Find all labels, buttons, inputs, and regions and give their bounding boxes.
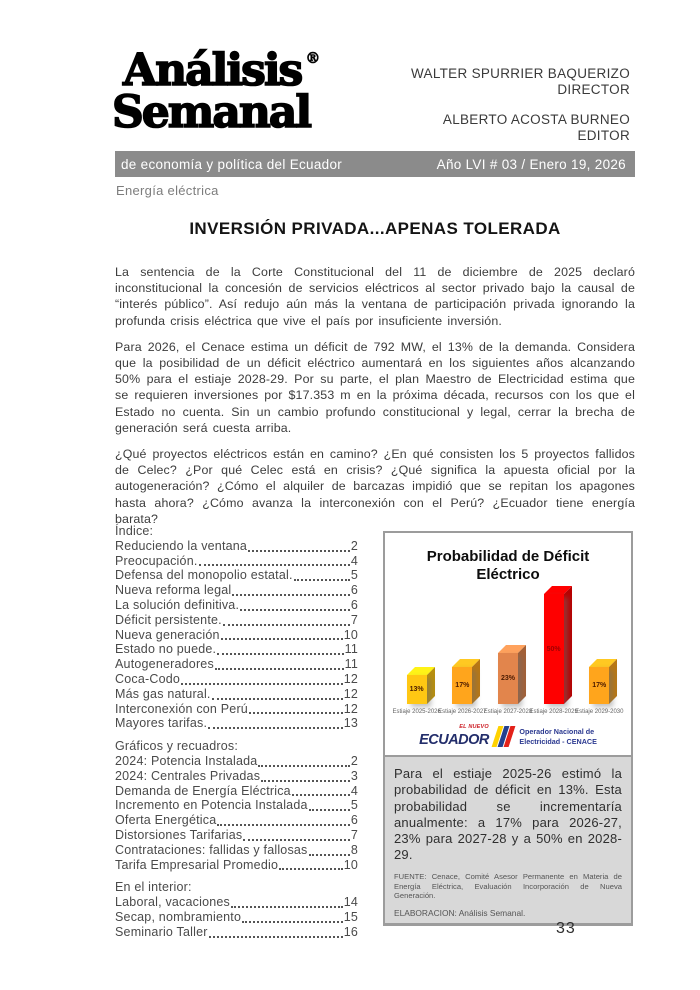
editor-block	[411, 112, 630, 143]
article-title: INVERSIÓN PRIVADA...APENAS TOLERADA	[189, 219, 561, 238]
toc-entry	[115, 598, 358, 613]
bar-value-label: 17%	[592, 681, 607, 689]
elaboration-label: ELABORACION:	[394, 908, 457, 918]
bar-face-front	[498, 653, 518, 704]
dot-leader	[215, 668, 344, 670]
toc-entry	[115, 702, 358, 717]
chart-title-line-1: Probabilidad de Déficit	[426, 548, 590, 565]
toc-entries	[115, 754, 358, 872]
dot-leader	[217, 824, 349, 826]
toc-entry	[115, 554, 358, 569]
dot-leader	[221, 638, 343, 640]
cenace-org-name	[519, 727, 596, 746]
bar-face-side	[472, 659, 480, 704]
toc-entry	[115, 910, 358, 925]
toc-entry-page: 10	[343, 627, 358, 642]
toc-heading: Índice:	[115, 524, 154, 538]
chart-title	[385, 548, 631, 584]
toc-entry-page: 3	[350, 768, 358, 783]
dot-leader	[242, 921, 343, 923]
toc-entry	[115, 716, 358, 731]
bar-category-label: Estiaje 2028-2029	[529, 709, 578, 715]
toc-entry-page: 5	[350, 798, 358, 813]
toc-entry	[115, 642, 358, 657]
dot-leader	[217, 653, 343, 655]
toc-entries	[115, 539, 358, 731]
toc-entry-label: Coca-Codo	[115, 671, 181, 686]
toc-entry-label: Más gas natural.	[115, 686, 211, 701]
toc-section-index	[115, 524, 358, 731]
toc-entry-page: 6	[350, 597, 358, 612]
toc-entry-label: Contrataciones: fallidas y fallosas	[115, 842, 308, 857]
director-title: DIRECTOR	[557, 81, 630, 97]
chart-source	[394, 872, 622, 900]
cenace-org-line-2: Electricidad - CENACE	[519, 736, 597, 746]
dot-leader	[258, 765, 349, 767]
toc-entry-label: Autogeneradores	[115, 657, 214, 672]
dot-leader	[212, 698, 343, 700]
bar-face-side	[518, 645, 526, 704]
section-label: Energía eléctrica	[116, 183, 219, 198]
bar-value-label: 23%	[500, 675, 515, 683]
toc-entry-label: Tarifa Empresarial Promedio	[115, 857, 279, 872]
dot-leader	[309, 809, 350, 811]
toc-entry-label: Secap, nombramiento	[115, 909, 242, 924]
dot-leader	[279, 868, 343, 870]
bar-group	[575, 594, 624, 718]
toc-entry-page: 12	[343, 671, 358, 686]
dot-leader	[209, 936, 343, 938]
bar	[452, 667, 472, 704]
toc-entry	[115, 858, 358, 873]
publication-logo	[112, 45, 321, 138]
toc-entry-label: Nueva reforma legal	[115, 583, 232, 598]
toc-entry-page: 15	[343, 909, 358, 924]
bar	[589, 667, 609, 704]
table-of-contents	[115, 524, 358, 940]
dot-leader	[231, 906, 343, 908]
toc-entry	[115, 798, 358, 813]
article-paragraph: Para 2026, el Cenace estima un déficit de 792 MW, el 13% de la demanda. Considera que la posibilidad de un déficit eléctrico aumentará en los siguientes años alcanzando 50% para el estiaje 2028-29. Por su parte, el plan Maestro de Electricidad estima que se requieren inversiones por $17.353 m en la próxima década, recursos con los que el Estado no cuenta. Sin un cambio profundo constitucional y legal, cerrar la brecha de generación será cuesta arriba.	[115, 339, 635, 435]
bar-face-side	[609, 659, 617, 704]
toc-entry-page: 7	[350, 827, 358, 842]
toc-heading: En el interior:	[115, 880, 192, 895]
toc-entry-page: 4	[350, 783, 358, 798]
page-number: 33	[556, 920, 576, 937]
bar-category-label: Estiaje 2026-2027	[438, 709, 487, 715]
toc-entry	[115, 687, 358, 702]
bar	[407, 675, 427, 704]
toc-entry	[115, 754, 358, 769]
bar-group	[392, 594, 441, 718]
chart-caption-area	[385, 755, 631, 923]
toc-entry-page: 4	[350, 553, 358, 568]
dot-leader	[243, 839, 350, 841]
toc-entry-label: Laboral, vacaciones	[115, 895, 230, 910]
toc-entry-label: Nueva generación	[115, 627, 220, 642]
cenace-org-line-1: Operador Nacional de	[519, 727, 595, 737]
bar-group	[529, 594, 578, 718]
toc-entry	[115, 628, 358, 643]
toc-entry-page: 5	[350, 568, 358, 583]
editor-title: EDITOR	[577, 127, 630, 143]
issue-bar	[115, 151, 635, 177]
ecuador-wordmark	[419, 724, 489, 749]
bar-category-label: Estiaje 2027-2028	[483, 709, 533, 715]
toc-entry	[115, 613, 358, 628]
bar-face-front	[452, 667, 472, 704]
dot-leader	[248, 550, 350, 552]
registered-trademark-symbol: ®	[305, 49, 321, 67]
toc-entry-label: 2024: Potencia Instalada	[115, 753, 258, 768]
toc-entry-page: 2	[350, 538, 358, 553]
toc-entry-label: Reduciendo la ventana	[115, 538, 248, 553]
dot-leader	[309, 854, 350, 856]
toc-entry-page: 6	[350, 813, 358, 828]
elaboration-text: Análisis Semanal.	[458, 908, 526, 918]
toc-entry-page: 13	[343, 716, 358, 731]
bar	[544, 594, 564, 704]
director-name: WALTER SPURRIER BAQUERIZO	[410, 66, 630, 81]
toc-entry-page: 8	[350, 842, 358, 857]
bar-face-front	[589, 667, 609, 704]
toc-entry	[115, 657, 358, 672]
bar	[498, 653, 518, 704]
dot-leader	[261, 780, 350, 782]
bar-face-front	[407, 675, 427, 704]
chart-caption: Para el estiaje 2025-26 estimó la probabilidad de déficit en 13%. Esta probabilidad se incrementaría anualmente: a 17% para 2026-27, 23% para 2027-28 y a 50% en 2028-29.	[394, 766, 622, 863]
bar-group	[483, 594, 533, 718]
article-paragraph: La sentencia de la Corte Constitucional del 11 de diciembre de 2025 declaró inconstitucional la concesión de servicios eléctricos al sector privado bajo la causal de “interés público”. Así redujo aún más la ventana de participación privada ignorando la profunda crisis eléctrica que vive el país por insuficiente inversión.	[115, 265, 635, 328]
masthead-credits	[411, 66, 630, 143]
chart-elaboration	[394, 908, 622, 918]
toc-entry-label: 2024: Centrales Privadas	[115, 768, 261, 783]
toc-entry	[115, 583, 358, 598]
bar-category-label: Estiaje 2029-2030	[575, 709, 624, 715]
toc-entry-label: Estado no puede.	[115, 642, 217, 657]
dot-leader	[292, 794, 350, 796]
logo-word-analisis: Análisis	[123, 45, 302, 96]
toc-entry-page: 11	[344, 642, 358, 657]
toc-entry-label: Demanda de Energía Eléctrica	[115, 783, 291, 798]
toc-entry-label: Distorsiones Tarifarias	[115, 827, 243, 842]
ecuador-label: ECUADOR	[419, 732, 489, 749]
toc-entry-label: Oferta Energética	[115, 813, 217, 828]
bar-category-label: Estiaje 2025-2026	[392, 709, 441, 715]
toc-section-graphics	[115, 739, 358, 872]
toc-entry-label: Mayores tarifas.	[115, 716, 208, 731]
toc-entry-page: 12	[343, 701, 358, 716]
el-nuevo-label: EL NUEVO	[459, 724, 489, 731]
toc-entry	[115, 925, 358, 940]
logo-line-2: Semanal	[112, 86, 311, 138]
toc-entry	[115, 568, 358, 583]
cenace-logo	[385, 718, 631, 755]
toc-entry-label: Déficit persistente.	[115, 612, 222, 627]
dot-leader	[223, 624, 350, 626]
toc-entry-label: Interconexión con Perú	[115, 701, 248, 716]
bar-group	[438, 594, 487, 718]
toc-entry	[115, 539, 358, 554]
tagline: de economía y política del Ecuador	[121, 156, 343, 172]
dot-leader	[240, 609, 350, 611]
toc-entry-page: 10	[343, 857, 358, 872]
toc-entry	[115, 784, 358, 799]
toc-entry-page: 6	[350, 583, 358, 598]
toc-entry-page: 12	[343, 686, 358, 701]
toc-entry-page: 11	[344, 657, 358, 672]
toc-entry-page: 2	[350, 753, 358, 768]
bar-value-label: 13%	[409, 686, 424, 694]
dot-leader	[232, 594, 349, 596]
bar-chart-plot	[393, 594, 623, 718]
bar-face-front	[544, 594, 564, 704]
bar-value-label: 17%	[455, 681, 470, 689]
chart-box	[383, 531, 633, 926]
toc-entry	[115, 828, 358, 843]
article-paragraph: ¿Qué proyectos eléctricos están en camino? ¿En qué consisten los 5 proyectos fallidos de Celec? ¿Por qué Celec está en crisis? ¿Qué significa la apuesta oficial por la autogeneración? ¿Cómo el alquiler de barcazas impidió que se repitan los apagones hasta ahora? ¿Cómo avanza la interconexión con el Perú? ¿Ecuador tiene energía barata?	[115, 447, 635, 526]
toc-entry-label: Preocupación.	[115, 553, 198, 568]
source-label: FUENTE:	[394, 872, 427, 882]
toc-entry-label: Seminario Taller	[115, 924, 208, 939]
toc-heading: Gráficos y recuadros:	[115, 739, 238, 754]
toc-entry-label: Defensa del monopolio estatal.	[115, 568, 293, 583]
toc-entry-page: 7	[350, 612, 358, 627]
toc-entry	[115, 895, 358, 910]
toc-entry-page: 14	[343, 895, 358, 910]
bar-value-label: 50%	[546, 645, 561, 653]
dot-leader	[199, 564, 350, 566]
flag-stripes-icon	[491, 726, 514, 747]
article-body	[115, 264, 635, 537]
issue-info: Año LVI # 03 / Enero 19, 2026	[436, 156, 626, 172]
toc-entry	[115, 769, 358, 784]
toc-entry	[115, 813, 358, 828]
chart-title-line-2: Eléctrico	[476, 566, 540, 583]
toc-entry-label: Incremento en Potencia Instalada	[115, 798, 308, 813]
toc-entry-label: La solución definitiva.	[115, 597, 240, 612]
director-block	[411, 66, 630, 97]
bar-face-side	[564, 586, 572, 704]
dot-leader	[294, 579, 350, 581]
dot-leader	[181, 683, 343, 685]
dot-leader	[208, 727, 343, 729]
bar-face-side	[427, 667, 435, 704]
toc-entry	[115, 843, 358, 858]
toc-entries	[115, 895, 358, 939]
editor-name: ALBERTO ACOSTA BURNEO	[442, 112, 630, 128]
logo-line-1	[123, 45, 321, 96]
toc-section-interior	[115, 880, 358, 939]
source-text: Cenace, Comité Asesor Permanente en Materia de Energía Eléctrica, Evaluación Incorporación de Nueva Generación.	[394, 872, 622, 900]
toc-entry	[115, 672, 358, 687]
toc-entry-page: 16	[343, 924, 358, 939]
dot-leader	[249, 712, 343, 714]
